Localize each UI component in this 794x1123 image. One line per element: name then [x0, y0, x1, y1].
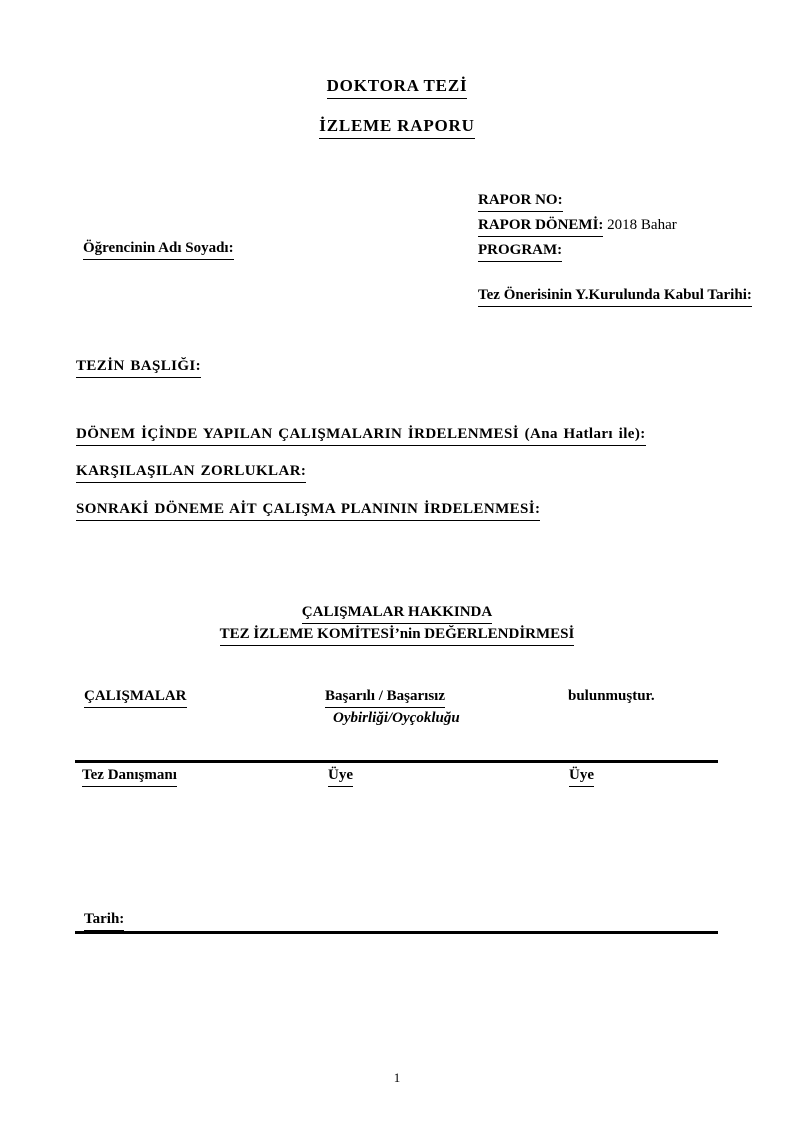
section-zorluklar: KARŞILAŞILAN ZORLUKLAR: [76, 463, 306, 483]
rapor-donemi-value: 2018 Bahar [607, 217, 677, 233]
advisor-label: Tez Danışmanı [82, 767, 177, 787]
signature-top-rule [75, 760, 718, 763]
page-number: 1 [393, 1070, 401, 1085]
section-donem-icinde: DÖNEM İÇİNDE YAPILAN ÇALIŞMALARIN İRDELENMESİ (Ana Hatları ile): [76, 426, 646, 446]
rapor-no-label: RAPOR NO: [478, 192, 563, 212]
bottom-rule [75, 931, 718, 934]
section-tezin-basligi: TEZİN BAŞLIĞI: [76, 358, 201, 378]
program-label: PROGRAM: [478, 242, 562, 262]
evaluation-heading-line2: TEZ İZLEME KOMİTESİ’nin DEĞERLENDİRMESİ [0, 626, 794, 646]
result-suffix: bulunmuştur. [568, 688, 655, 704]
member2-label: Üye [569, 767, 594, 787]
rapor-donemi-row [478, 217, 677, 237]
vote-type: Oybirliği/Oyçokluğu [333, 710, 460, 726]
rapor-donemi-label: RAPOR DÖNEMİ: [478, 217, 603, 237]
document-title-line2: İZLEME RAPORU [0, 116, 794, 139]
calismalar-label: ÇALIŞMALAR [84, 688, 187, 708]
section-sonraki-donem: SONRAKİ DÖNEME AİT ÇALIŞMA PLANININ İRDELENMESİ: [76, 501, 540, 521]
evaluation-heading-line1: ÇALIŞMALAR HAKKINDA [0, 604, 794, 624]
result-options: Başarılı / Başarısız [325, 688, 445, 708]
document-title-line1: DOKTORA TEZİ [0, 76, 794, 99]
kabul-tarihi-label: Tez Önerisinin Y.Kurulunda Kabul Tarihi: [478, 287, 752, 307]
date-label: Tarih: [84, 911, 124, 931]
member1-label: Üye [328, 767, 353, 787]
ogrenci-adi-label: Öğrencinin Adı Soyadı: [83, 240, 234, 260]
